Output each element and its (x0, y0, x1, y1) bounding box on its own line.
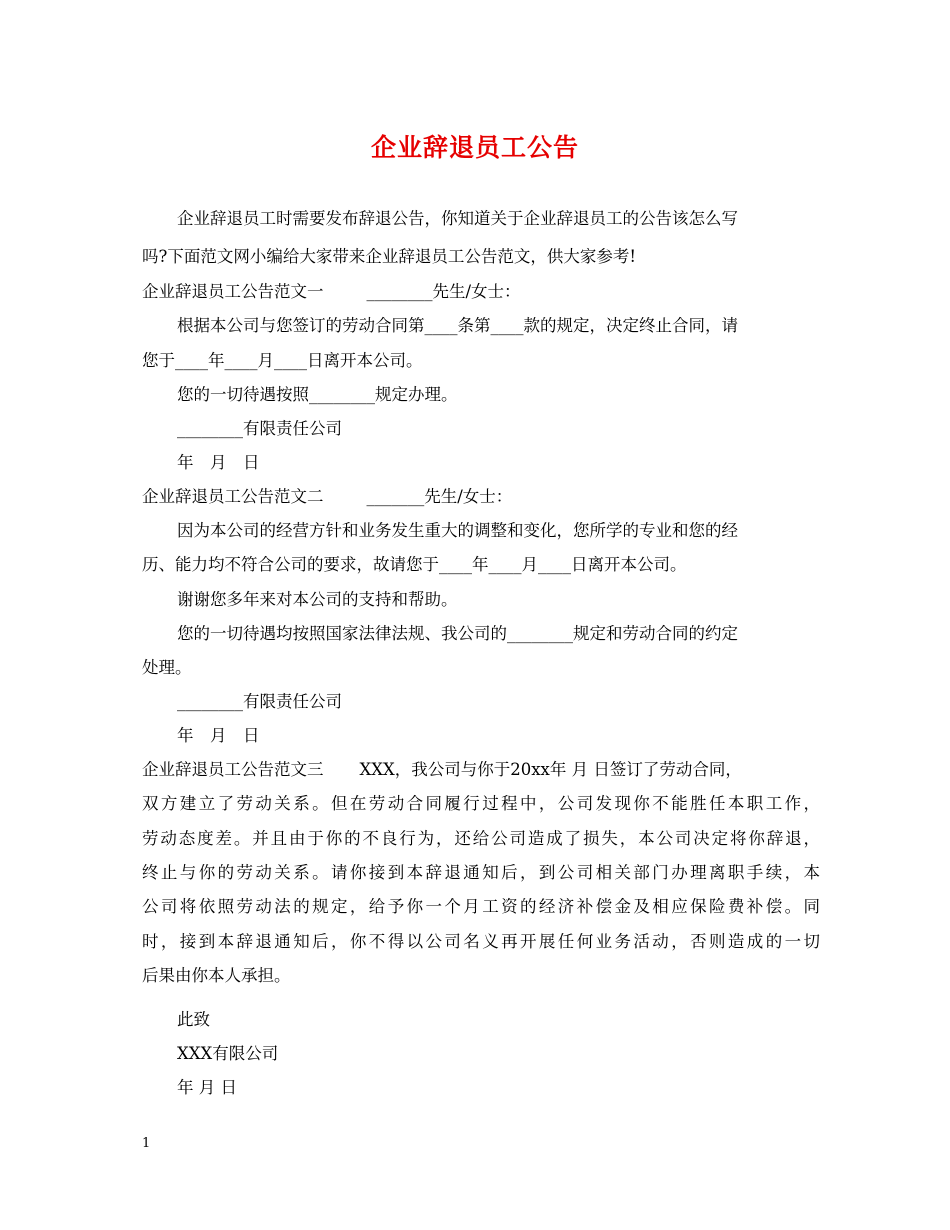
section-3-closing: 此致 (177, 1010, 210, 1029)
section-3-line-3: 劳动态度差。并且由于你的不良行为，还给公司造成了损失，本公司决定将你辞退， (142, 829, 820, 848)
section-3-company: XXX有限公司 (177, 1044, 279, 1063)
section-2-paragraph-3-line-1: 您的一切待遇均按照国家法律法规、我公司的________规定和劳动合同的约定 (177, 624, 738, 643)
section-3-heading: 企业辞退员工公告范文三 (142, 760, 324, 779)
section-3-line-5: 公司将依照劳动法的规定，给予你一个月工资的经济补偿金及相应保险费补偿。同 (142, 897, 820, 916)
section-3-heading-row (142, 758, 820, 782)
document-title: 企业辞退员工公告 (370, 133, 579, 162)
section-3-line-6: 时，接到本辞退通知后，你不得以公司名义再开展任何业务活动，否则造成的一切 (142, 932, 820, 951)
section-3-date: 年 月 日 (177, 1078, 237, 1097)
section-2-paragraph-2: 谢谢您多年来对本公司的支持和帮助。 (177, 590, 458, 609)
section-2-paragraph-3-line-2: 处理。 (142, 658, 192, 677)
section-3-line-2: 双方建立了劳动关系。但在劳动合同履行过程中，公司发现你不能胜任本职工作， (142, 794, 820, 813)
section-3-line-7: 后果由你本人承担。 (142, 966, 291, 985)
intro-line-2: 吗?下面范文网小编给大家带来企业辞退员工公告范文，供大家参考! (142, 247, 636, 266)
section-2-paragraph-1-line-1: 因为本公司的经营方针和业务发生重大的调整和变化，您所学的专业和您的经 (177, 521, 738, 540)
section-1-paragraph-1-line-2: 您于____年____月____日离开本公司。 (142, 351, 423, 370)
section-1-salutation: ________先生/女士： (366, 282, 521, 301)
section-1-paragraph-2: 您的一切待遇按照________规定办理。 (177, 385, 458, 404)
section-3-line-4: 终止与你的劳动关系。请你接到本辞退通知后，到公司相关部门办理离职手续，本 (142, 863, 820, 882)
section-1-heading-row (142, 280, 820, 304)
intro-line-1: 企业辞退员工时需要发布辞退公告，你知道关于企业辞退员工的公告该怎么写 (177, 209, 738, 228)
section-1-heading: 企业辞退员工公告范文一 (142, 282, 324, 301)
section-1-company: ________有限责任公司 (177, 419, 342, 438)
section-2-paragraph-1-line-2: 历、能力均不符合公司的要求，故请您于____年____月____日离开本公司。 (142, 555, 687, 574)
section-1-date: 年 月 日 (177, 453, 260, 472)
section-1-paragraph-1-line-1: 根据本公司与您签订的劳动合同第____条第____款的规定，决定终止合同，请 (177, 316, 738, 335)
section-2-salutation: _______先生/女士： (366, 487, 513, 506)
page-number: 1 (142, 1136, 151, 1151)
section-2-heading: 企业辞退员工公告范文二 (142, 487, 324, 506)
section-2-heading-row (142, 485, 820, 509)
section-3-line-1: XXX，我公司与你于20xx年 月 日签订了劳动合同， (359, 760, 742, 779)
section-2-date: 年 月 日 (177, 726, 260, 745)
section-2-company: ________有限责任公司 (177, 692, 342, 711)
